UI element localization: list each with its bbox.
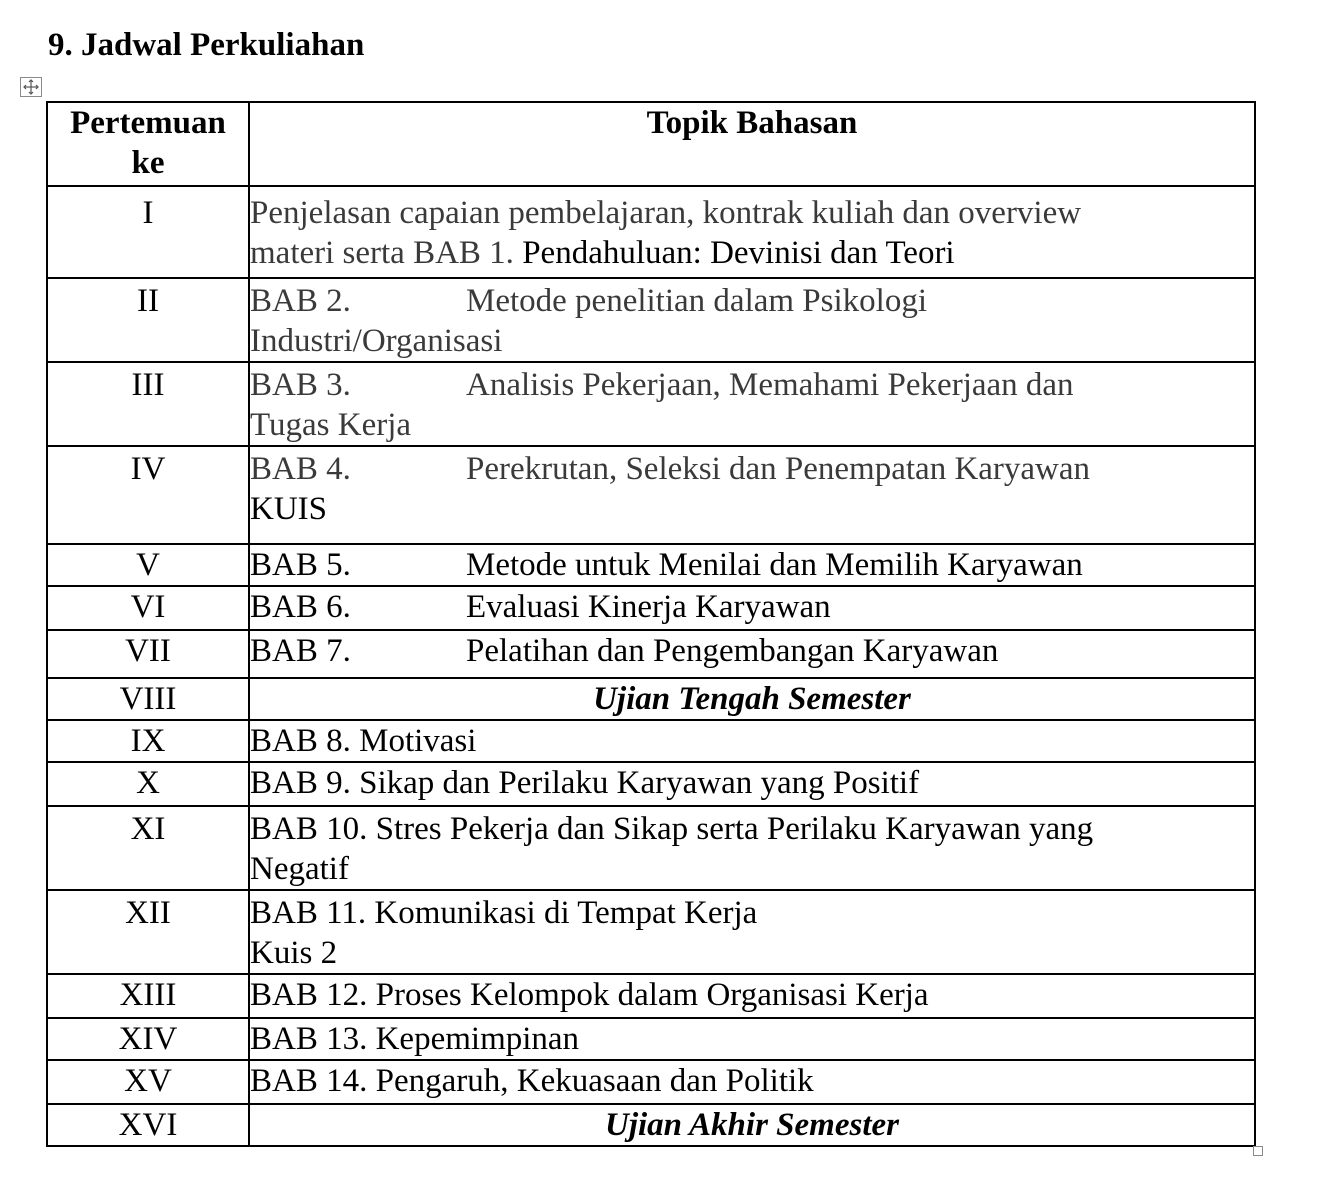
table-row — [47, 806, 1255, 890]
topic-cell — [249, 446, 1255, 544]
chapter-title: Metode penelitian dalam Psikologi — [466, 283, 928, 319]
topic-cell — [249, 890, 1255, 974]
topic-text: BAB 9. Sikap dan Perilaku Karyawan yang Positif — [249, 762, 1255, 806]
table-row — [47, 678, 1255, 720]
final-exam: Ujian Akhir Semester — [249, 1104, 1255, 1146]
topic-text: materi serta BAB 1. — [250, 235, 514, 271]
table-row — [47, 586, 1255, 630]
table-row — [47, 974, 1255, 1018]
topic-text: Pendahuluan: Devinisi dan Teori — [513, 235, 955, 271]
topic-cell — [249, 806, 1255, 890]
chapter-title: Perekrutan, Seleksi dan Penempatan Karyawan — [466, 451, 1091, 487]
chapter-label: BAB 7. — [250, 633, 351, 669]
midterm-exam: Ujian Tengah Semester — [249, 678, 1255, 720]
table-row — [47, 544, 1255, 586]
table-row — [47, 720, 1255, 762]
header-topic: Topik Bahasan — [249, 102, 1255, 186]
chapter-label: BAB 4. — [250, 451, 351, 487]
meeting-number: XIII — [47, 974, 249, 1018]
topic-cell — [249, 544, 1255, 586]
topic-cell — [249, 586, 1255, 630]
chapter-label: BAB 3. — [250, 367, 351, 403]
topic-line: BAB 11. Komunikasi di Tempat Kerja — [250, 895, 758, 931]
topic-text: BAB 12. Proses Kelompok dalam Organisasi Kerja — [249, 974, 1255, 1018]
meeting-number: III — [47, 362, 249, 446]
table-row — [47, 1104, 1255, 1146]
topic-line-cont: Negatif — [250, 851, 349, 887]
table-row — [47, 762, 1255, 806]
meeting-number: IV — [47, 446, 249, 544]
quiz-label: KUIS — [250, 491, 328, 527]
header-meeting — [47, 102, 249, 186]
section-heading: 9. Jadwal Perkuliahan — [48, 27, 365, 63]
meeting-number: XIV — [47, 1018, 249, 1060]
meeting-number: XV — [47, 1060, 249, 1104]
meeting-number: XII — [47, 890, 249, 974]
meeting-number: X — [47, 762, 249, 806]
meeting-number: XI — [47, 806, 249, 890]
table-row — [47, 362, 1255, 446]
chapter-title-cont: Tugas Kerja — [250, 407, 412, 443]
topic-line: BAB 10. Stres Pekerja dan Sikap serta Perilaku Karyawan yang — [250, 811, 1094, 847]
meeting-number: V — [47, 544, 249, 586]
header-meeting-line2: ke — [131, 145, 165, 181]
topic-cell — [249, 278, 1255, 362]
topic-text: BAB 13. Kepemimpinan — [249, 1018, 1255, 1060]
topic-text: BAB 8. Motivasi — [249, 720, 1255, 762]
meeting-number: VII — [47, 630, 249, 678]
table-row — [47, 630, 1255, 678]
chapter-label: BAB 2. — [250, 283, 351, 319]
table-row — [47, 278, 1255, 362]
chapter-title-cont: Industri/Organisasi — [250, 323, 503, 359]
meeting-number: VI — [47, 586, 249, 630]
meeting-number: IX — [47, 720, 249, 762]
quiz-label: Kuis 2 — [250, 935, 338, 971]
table-row — [47, 890, 1255, 974]
topic-text: BAB 14. Pengaruh, Kekuasaan dan Politik — [249, 1060, 1255, 1104]
meeting-number: II — [47, 278, 249, 362]
chapter-title: Analisis Pekerjaan, Memahami Pekerjaan dan — [466, 367, 1074, 403]
table-row — [47, 1060, 1255, 1104]
table-row — [47, 186, 1255, 278]
topic-cell — [249, 630, 1255, 678]
table-header-row — [47, 102, 1255, 186]
meeting-number: I — [47, 186, 249, 278]
chapter-title: Pelatihan dan Pengembangan Karyawan — [466, 633, 999, 669]
table-move-handle-icon[interactable] — [20, 77, 42, 97]
meeting-number: VIII — [47, 678, 249, 720]
table-resize-handle[interactable] — [1253, 1146, 1263, 1156]
table-row — [47, 446, 1255, 544]
chapter-title: Evaluasi Kinerja Karyawan — [466, 589, 831, 625]
chapter-label: BAB 6. — [250, 589, 351, 625]
chapter-title: Metode untuk Menilai dan Memilih Karyawan — [466, 547, 1083, 583]
chapter-label: BAB 5. — [250, 547, 351, 583]
topic-line: Penjelasan capaian pembelajaran, kontrak kuliah dan overview — [250, 195, 1082, 231]
meeting-number: XVI — [47, 1104, 249, 1146]
header-meeting-line1: Pertemuan — [70, 105, 226, 141]
topic-cell — [249, 186, 1255, 278]
table-row — [47, 1018, 1255, 1060]
schedule-table — [46, 101, 1256, 1147]
topic-cell — [249, 362, 1255, 446]
